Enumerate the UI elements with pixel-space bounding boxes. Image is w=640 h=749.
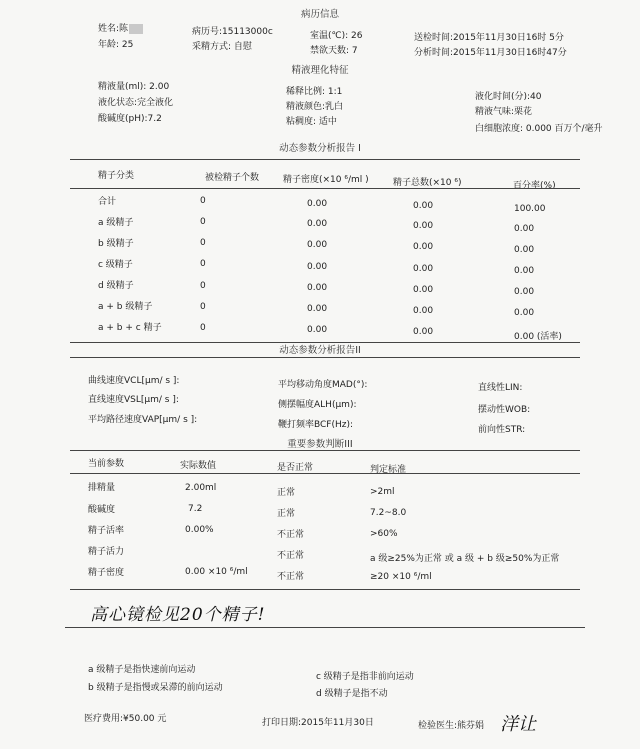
vsl-label: 直线速度VSL[μm/ s ]: xyxy=(88,395,179,405)
r1-cell: a + b 级精子 xyxy=(98,302,153,312)
ph-value: 酸碱度(pH):7.2 xyxy=(98,114,162,124)
r1-cell: c 级精子 xyxy=(98,260,133,270)
r1-cell: 0 xyxy=(200,217,206,227)
vap-label: 平均路径速度VAP[μm/ s ]: xyxy=(88,415,198,425)
r1-cell: 0.00 xyxy=(307,219,328,229)
r1-cell: a 级精子 xyxy=(98,218,134,228)
r1-cell: 0.00 (活率) xyxy=(514,332,562,342)
submit-time: 送检时间:2015年11月30日16时 5分 xyxy=(414,33,564,43)
r1-cell: 0.00 xyxy=(307,304,328,314)
dilution-ratio: 稀释比例: 1:1 xyxy=(286,87,343,97)
r3-cell: >60% xyxy=(370,529,398,539)
liquefaction-state: 液化状态:完全液化 xyxy=(98,98,174,108)
r1-cell: 合计 xyxy=(98,197,117,207)
r1-cell: 100.00 xyxy=(514,204,546,214)
r1-cell: 0.00 xyxy=(413,285,434,295)
report3-header-rule xyxy=(70,473,580,474)
r1-cell: d 级精子 xyxy=(98,281,134,291)
report3-bottom-rule xyxy=(70,589,580,590)
note-d: d 级精子是指不动 xyxy=(316,689,388,699)
r1-cell: 0.00 xyxy=(413,201,434,211)
handwritten-note: 高心镜检见20个精子! xyxy=(90,605,266,625)
r1-cell: 0.00 xyxy=(413,221,434,231)
note-a: a 级精子是指快速前向运动 xyxy=(88,665,196,675)
medical-fee: 医疗费用:¥50.00 元 xyxy=(84,714,167,724)
alh-label: 侧摆幅度ALH(μm): xyxy=(278,400,357,410)
doctor-signature: 洋让 xyxy=(500,714,536,735)
r3-cell: 不正常 xyxy=(277,530,305,540)
r3-cell: 7.2~8.0 xyxy=(370,508,407,518)
report3-top-rule xyxy=(70,450,580,451)
r1-cell: 0.00 xyxy=(307,262,328,272)
analyze-time: 分析时间:2015年11月30日16时47分 xyxy=(414,48,567,58)
report1-title: 动态参数分析报告 I xyxy=(279,143,361,154)
r1-cell: 0.00 xyxy=(413,306,434,316)
report2-rule xyxy=(70,357,580,358)
r1-cell: 0 xyxy=(200,281,206,291)
r3-header-standard: 判定标准 xyxy=(370,465,407,475)
r1-cell: 0 xyxy=(200,323,206,333)
room-temperature: 室温(℃): 26 xyxy=(310,31,363,41)
collection-method: 采精方式: 自慰 xyxy=(192,42,252,52)
note-b: b 级精子是指慢或呆滞的前向运动 xyxy=(88,683,223,693)
r3-cell: ≥20 ×10 ⁶/ml xyxy=(370,572,432,582)
report3-title: 重要参数判断III xyxy=(287,439,353,450)
wob-label: 摆动性WOB: xyxy=(478,405,531,415)
patient-age: 年龄: 25 xyxy=(98,40,134,50)
r1-cell: 0 xyxy=(200,238,206,248)
lin-label: 直线性LIN: xyxy=(478,383,523,393)
r3-cell: 酸碱度 xyxy=(88,505,116,515)
r3-cell: 正常 xyxy=(277,488,296,498)
r1-cell: 0.00 xyxy=(514,308,535,318)
r3-cell: 2.00ml xyxy=(185,483,217,493)
bcf-label: 鞭打频率BCF(Hz): xyxy=(278,420,354,430)
viscosity: 粘稠度: 适中 xyxy=(286,117,337,127)
r1-cell: 0.00 xyxy=(413,242,434,252)
r1-cell: 0.00 xyxy=(307,283,328,293)
r1-cell: 0.00 xyxy=(307,199,328,209)
r1-header-percent: 百分率(%) xyxy=(513,181,556,191)
report2-title: 动态参数分析报告II xyxy=(279,345,361,356)
r1-cell: 0.00 xyxy=(514,224,535,234)
r1-cell: 0.00 xyxy=(413,327,434,337)
r3-cell: 排精量 xyxy=(88,483,116,493)
r3-cell: 不正常 xyxy=(277,551,305,561)
r1-cell: 0 xyxy=(200,196,206,206)
r1-header-total: 精子总数(×10 ⁶) xyxy=(393,178,462,188)
physchem-title: 精液理化特征 xyxy=(291,65,349,76)
semen-odor: 精液气味:栗花 xyxy=(475,107,533,117)
r1-cell: a + b + c 精子 xyxy=(98,323,162,333)
r3-cell: 不正常 xyxy=(277,572,305,582)
r1-cell: 0.00 xyxy=(514,266,535,276)
semen-color: 精液颜色:乳白 xyxy=(286,102,344,112)
r3-cell: 0.00% xyxy=(185,525,214,535)
doctor: 检验医生:熊芬娟 xyxy=(418,721,485,731)
abstinence-days: 禁欲天数: 7 xyxy=(310,46,358,56)
r1-cell: b 级精子 xyxy=(98,239,134,249)
semen-volume: 精液量(ml): 2.00 xyxy=(98,82,170,92)
r1-cell: 0.00 xyxy=(413,264,434,274)
r1-header-category: 精子分类 xyxy=(98,171,135,181)
record-number: 病历号:15113000c xyxy=(192,27,273,37)
note-c: c 级精子是指非前向运动 xyxy=(316,672,414,682)
wbc-concentration: 白细胞浓度: 0.000 百万个/毫升 xyxy=(475,124,603,134)
r3-header-normal: 是否正常 xyxy=(277,463,314,473)
r3-cell: a 级≥25%为正常 或 a 级 + b 级≥50%为正常 xyxy=(370,554,560,564)
report1-header-rule xyxy=(70,188,580,189)
r3-header-param: 当前参数 xyxy=(88,459,125,469)
print-date: 打印日期:2015年11月30日 xyxy=(262,718,374,728)
r3-cell: >2ml xyxy=(370,487,395,497)
r1-cell: 0 xyxy=(200,302,206,312)
mad-label: 平均移动角度MAD(°): xyxy=(278,380,368,390)
str-label: 前向性STR: xyxy=(478,425,526,435)
r3-cell: 7.2 xyxy=(188,504,203,514)
report1-top-rule xyxy=(70,159,580,160)
page-title: 病历信息 xyxy=(300,9,339,20)
r1-cell: 0.00 xyxy=(514,287,535,297)
r1-cell: 0.00 xyxy=(307,325,328,335)
patient-name: 姓名:陈 xyxy=(98,21,143,34)
redacted-name-block xyxy=(129,24,143,34)
r1-cell: 0 xyxy=(200,259,206,269)
r1-header-density: 精子密度(×10 ⁶/ml ) xyxy=(283,175,369,185)
r3-cell: 精子活力 xyxy=(88,547,125,557)
r3-cell: 正常 xyxy=(277,509,296,519)
r1-cell: 0.00 xyxy=(307,240,328,250)
liquefaction-time: 液化时间(分):40 xyxy=(475,92,542,102)
note-rule xyxy=(65,627,585,628)
r3-cell: 精子密度 xyxy=(88,568,125,578)
r3-cell: 精子活率 xyxy=(88,526,125,536)
r1-header-count: 被检精子个数 xyxy=(205,173,260,183)
r3-cell: 0.00 ×10 ⁶/ml xyxy=(185,567,248,577)
r3-header-value: 实际数值 xyxy=(180,461,217,471)
r1-cell: 0.00 xyxy=(514,245,535,255)
vcl-label: 曲线速度VCL[μm/ s ]: xyxy=(88,376,180,386)
